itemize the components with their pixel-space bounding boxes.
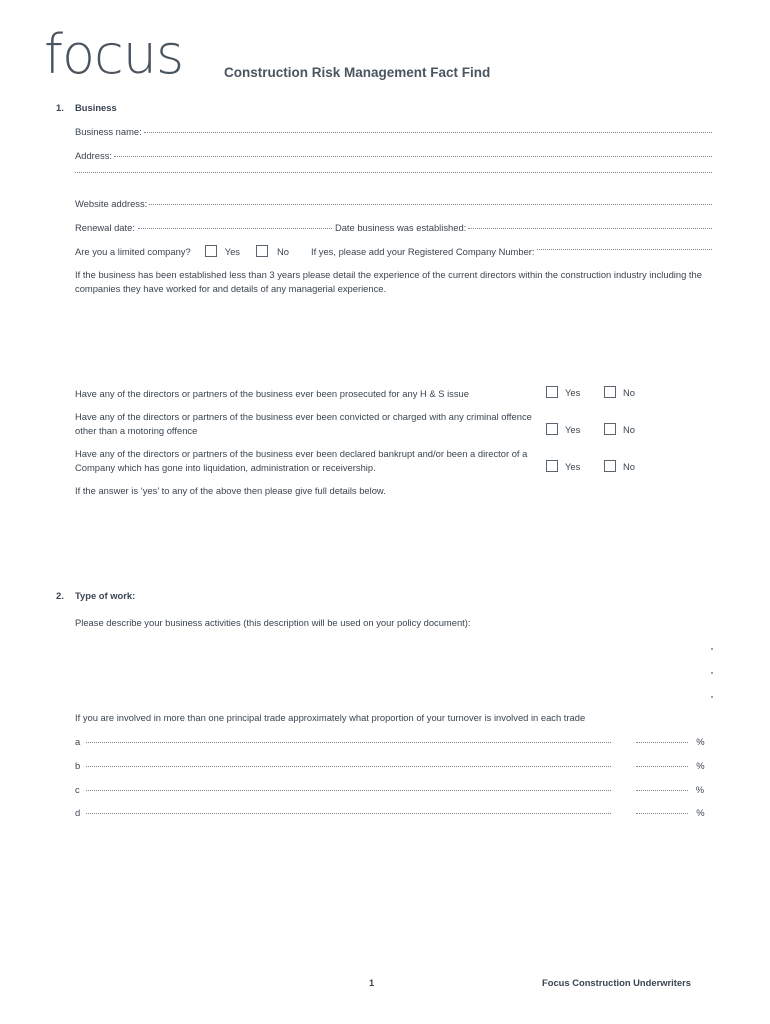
criminal-offence-no — [604, 423, 635, 435]
activities-answer-area[interactable] — [75, 634, 715, 704]
criminal-offence-yes-checkbox[interactable] — [546, 423, 558, 435]
established-date-label: Date business was established: — [334, 222, 467, 233]
section-1-number: 1. — [56, 102, 64, 113]
criminal-offence-no-label: No — [623, 423, 635, 435]
trade-description-field[interactable] — [86, 813, 611, 814]
website-row — [75, 198, 714, 209]
section-2-number: 2. — [56, 590, 64, 601]
trade-percent-field[interactable] — [636, 813, 688, 814]
answer-line-marker — [711, 648, 713, 650]
trade-row-b — [75, 760, 708, 771]
address-field-line-1[interactable] — [114, 156, 712, 157]
section-2-title: Type of work: — [75, 590, 136, 601]
hs-prosecution-no-label: No — [623, 386, 635, 398]
trade-row-c — [75, 784, 708, 795]
trade-letter: a — [75, 736, 81, 747]
criminal-offence-yes-label: Yes — [565, 423, 581, 435]
business-name-field[interactable] — [144, 132, 712, 133]
trade-row-d — [75, 807, 708, 818]
trade-letter: d — [75, 807, 81, 818]
trade-description-field[interactable] — [86, 790, 611, 791]
bankruptcy-no — [604, 460, 635, 472]
page-number: 1 — [369, 977, 375, 988]
address-row — [75, 150, 714, 161]
footer-company-name: Focus Construction Underwriters — [542, 977, 691, 988]
percent-sign: % — [695, 784, 705, 795]
renewal-date-field[interactable] — [138, 228, 332, 229]
renewal-date-label: Renewal date: — [75, 222, 135, 233]
experience-instructions: If the business has been established less than 3 years please detail the experience of the current directors within the construction industry including the companies they have worked for and details of any managerial experience. — [75, 269, 702, 294]
turnover-instructions: If you are involved in more than one principal trade approximately what proportion of your turnover is involved in each trade — [75, 712, 586, 723]
focus-logo: focus — [44, 23, 184, 86]
website-field[interactable] — [149, 204, 712, 205]
criminal-offence-no-checkbox[interactable] — [604, 423, 616, 435]
limited-yes-checkbox[interactable] — [205, 245, 217, 257]
business-name-label: Business name: — [75, 126, 142, 137]
address-row-2 — [75, 174, 714, 175]
business-name-row — [75, 126, 714, 137]
trade-percent-field[interactable] — [636, 766, 688, 767]
document-title: Construction Risk Management Fact Find — [224, 65, 491, 80]
hs-prosecution-yes-label: Yes — [565, 386, 581, 398]
section-1-title: Business — [75, 102, 117, 113]
percent-sign: % — [696, 807, 705, 818]
percent-sign: % — [696, 736, 705, 747]
limited-no-label: No — [276, 245, 289, 257]
trade-percent-field[interactable] — [636, 742, 688, 743]
limited-yes-label: Yes — [224, 245, 240, 257]
details-instructions: If the answer is ‘yes’ to any of the above then please give full details below. — [75, 485, 386, 496]
describe-activities-instructions: Please describe your business activities (this description will be used on your policy document): — [75, 617, 471, 628]
question-bankruptcy: Have any of the directors or partners of the business ever been declared bankrupt and/or been a director of a Company which has gone into liquidation, administration or receivership. — [75, 448, 528, 473]
bankruptcy-yes-checkbox[interactable] — [546, 460, 558, 472]
question-hs-prosecution: Have any of the directors or partners of the business ever been prosecuted for any H & S issue — [75, 388, 469, 399]
limited-company-label: Are you a limited company? — [75, 245, 191, 257]
bankruptcy-yes — [546, 460, 580, 472]
limited-company-row — [75, 245, 714, 257]
bankruptcy-no-label: No — [623, 460, 635, 472]
reg-number-field[interactable] — [537, 249, 712, 250]
website-label: Website address: — [75, 198, 148, 209]
address-label: Address: — [75, 150, 112, 161]
reg-number-label: If yes, please add your Registered Company Number: — [310, 245, 535, 257]
question-criminal-offence: Have any of the directors or partners of the business ever been convicted or charged with any criminal offence other than a motoring offence — [75, 411, 532, 436]
limited-no-checkbox[interactable] — [256, 245, 268, 257]
hs-prosecution-yes-checkbox[interactable] — [546, 386, 558, 398]
trade-letter: c — [75, 784, 80, 795]
trade-description-field[interactable] — [86, 766, 611, 767]
hs-prosecution-no — [604, 386, 635, 398]
bankruptcy-yes-label: Yes — [565, 460, 581, 472]
hs-prosecution-no-checkbox[interactable] — [604, 386, 616, 398]
trade-description-field[interactable] — [86, 742, 611, 743]
answer-line-marker — [711, 672, 713, 674]
dates-row — [75, 222, 714, 233]
address-field-line-2[interactable] — [75, 172, 712, 173]
details-answer-area[interactable] — [75, 505, 715, 585]
trade-row-a — [75, 736, 708, 747]
criminal-offence-yes — [546, 423, 580, 435]
answer-line-marker — [711, 696, 713, 698]
percent-sign: % — [696, 760, 705, 771]
bankruptcy-no-checkbox[interactable] — [604, 460, 616, 472]
hs-prosecution-yes — [546, 386, 580, 398]
established-date-field[interactable] — [468, 228, 712, 229]
trade-percent-field[interactable] — [636, 790, 688, 791]
trade-letter: b — [75, 760, 81, 771]
